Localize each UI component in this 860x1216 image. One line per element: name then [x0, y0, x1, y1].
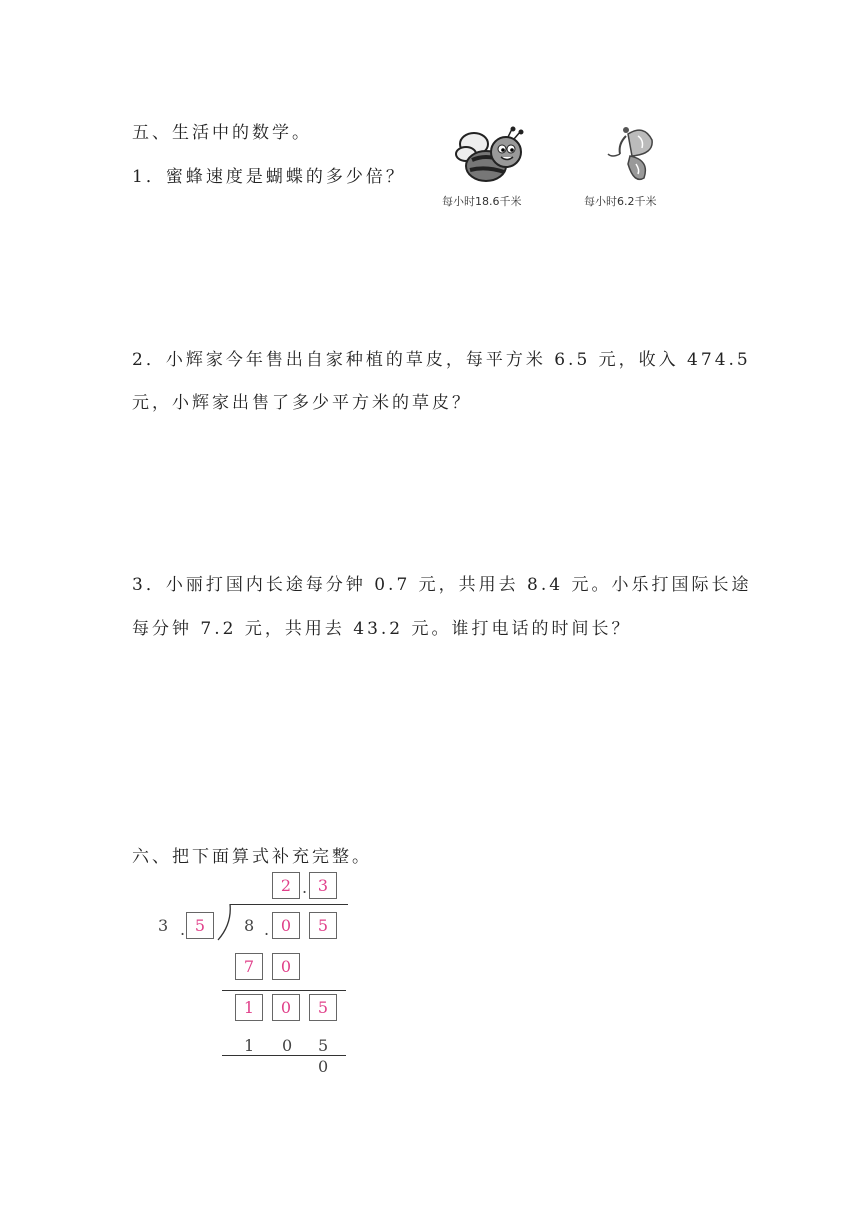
remainder1-digit-1: 1 — [235, 994, 263, 1021]
dividend-digit-3: 5 — [309, 912, 337, 939]
division-bracket — [216, 904, 232, 942]
butterfly-picture — [598, 124, 658, 188]
dividend-decimal-point: . — [264, 920, 270, 939]
quotient-digit-2: 3 — [309, 872, 337, 899]
dividend-digit-2: 0 — [272, 912, 300, 939]
step1-digit-2: 0 — [272, 953, 300, 980]
question-1: 1．蜜蜂速度是蝴蝶的多少倍？ — [132, 167, 406, 187]
question-3-line-2: 每分钟 7.2 元，共用去 43.2 元。谁打电话的时间长？ — [132, 619, 632, 639]
subtraction-line-2 — [222, 1055, 346, 1056]
final-remainder: 0 — [318, 1057, 329, 1076]
long-division — [150, 864, 360, 1084]
section5-heading: 五、生活中的数学。 — [132, 123, 312, 143]
divisor-decimal-point: . — [180, 920, 186, 939]
subtraction-line-1 — [222, 990, 346, 991]
divisor-digit-2: 5 — [186, 912, 214, 939]
bee-speed-caption: 每小时18.6千米 — [442, 195, 522, 208]
question-3-line-1: 3．小丽打国内长途每分钟 0.7 元，共用去 8.4 元。小乐打国际长途 — [132, 575, 752, 595]
divisor-digit-1: 3 — [158, 916, 169, 935]
step2-digit-3: 5 — [318, 1036, 329, 1055]
quotient-digit-1: 2 — [272, 872, 300, 899]
remainder1-digit-2: 0 — [272, 994, 300, 1021]
step2-digit-1: 1 — [244, 1036, 255, 1055]
butterfly-speed-caption: 每小时6.2千米 — [584, 195, 657, 208]
quotient-decimal-point: . — [302, 878, 308, 897]
dividend-digit-1: 8 — [244, 916, 255, 935]
step2-digit-2: 0 — [282, 1036, 293, 1055]
question-2-line-1: 2．小辉家今年售出自家种植的草皮，每平方米 6.5 元，收入 474.5 — [132, 350, 751, 370]
section6-heading: 六、把下面算式补充完整。 — [132, 847, 372, 867]
division-top-line — [230, 904, 348, 905]
step1-digit-1: 7 — [235, 953, 263, 980]
remainder1-digit-3: 5 — [309, 994, 337, 1021]
bee-picture — [452, 124, 532, 190]
question-2-line-2: 元，小辉家出售了多少平方米的草皮？ — [132, 393, 472, 413]
